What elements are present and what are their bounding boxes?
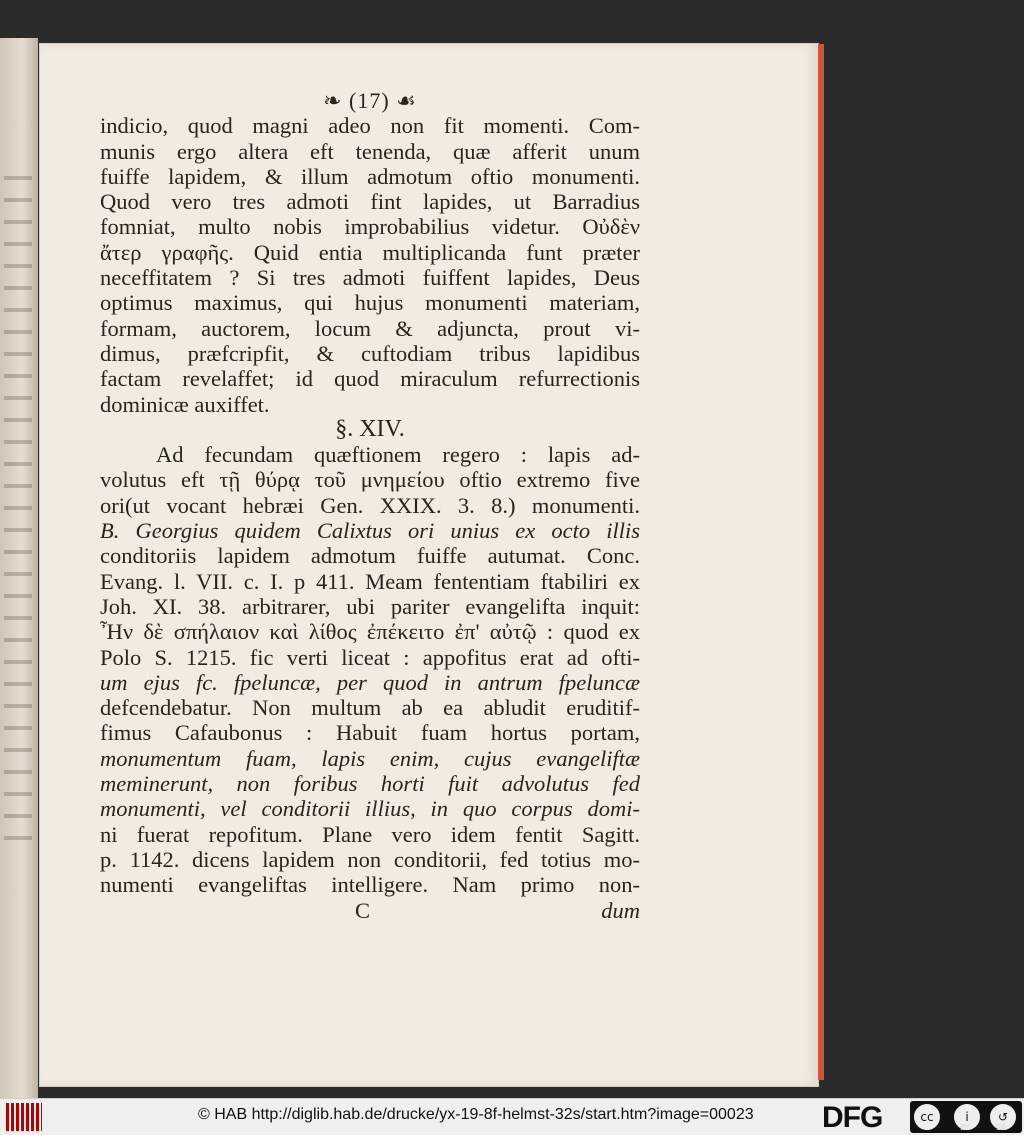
hab-logo-icon [6, 1103, 42, 1131]
text-line-24: fimus Cafaubonus : Habuit fuam hortus portam, [100, 720, 640, 746]
text-line-25: monumentum fuam, lapis enim, cujus evangeliftæ [100, 745, 640, 771]
catchword: dum [601, 897, 640, 923]
text-line-23: defcendebatur. Non multum ab ea abludit eruditif- [100, 695, 640, 721]
facing-page-edge [0, 38, 38, 1098]
text-line-20: Ἦν δὲ σπήλαιον καὶ λίθος ἐπέκειτο ἐπ' αὐτῷ : quod ex [100, 619, 640, 645]
text-line-6: ἄτερ γραφῆς. Quid entia multiplicanda funt præter [100, 239, 640, 265]
text-line-7: neceffitatem ? Si tres admoti fuiffent lapides, Deus [100, 265, 640, 291]
text-line-19: Joh. XI. 38. arbitrarer, ubi pariter evangelifta inquit: [100, 593, 640, 619]
page-number: (17) [349, 88, 390, 113]
viewer-footer [0, 1098, 1024, 1135]
page-number-header: ❧ (17) ☙ [323, 88, 417, 113]
text-line-8: optimus maximus, qui hujus monumenti materiam, [100, 290, 640, 316]
sa-icon: ↺ [990, 1104, 1016, 1130]
text-line-27: monumenti, vel conditorii illius, in quo corpus domi- [100, 796, 640, 822]
text-line-21: Polo S. 1215. fic verti liceat : appofitus erat ad ofti- [100, 644, 640, 670]
text-line-13: Ad fecundam quæftionem regero : lapis ad- [156, 442, 640, 468]
text-line-10: dimus, præfcripfit, & cuftodiam tribus lapidibus [100, 340, 640, 366]
text-line-16: B. Georgius quidem Calixtus ori unius ex octo illis [100, 518, 640, 544]
text-line-4: Quod vero tres admoti fint lapides, ut Barradius [100, 189, 640, 215]
text-line-22: um ejus fc. fpeluncæ, per quod in antrum fpeluncæ [100, 669, 640, 695]
text-line-12: dominicæ auxiffet. [100, 391, 270, 417]
by-icon: i [954, 1104, 980, 1130]
text-line-18: Evang. l. VII. c. I. p 411. Meam fententiam ftabiliri ex [100, 568, 640, 594]
dfg-logo: DFG [822, 1101, 883, 1134]
cc-sa-label: SA [996, 1123, 1007, 1132]
text-line-11: factam revelaffet; id quod miraculum refurrectionis [100, 366, 640, 392]
copyright-url[interactable]: © HAB http://diglib.hab.de/drucke/yx-19-8f-helmst-32s/start.htm?image=00023 [198, 1106, 754, 1123]
signature-mark: C [355, 897, 371, 923]
cc-by-label: BY [960, 1123, 970, 1132]
cc-icon: cc [914, 1104, 940, 1130]
facing-page-text-trace [4, 158, 32, 858]
text-line-2: munis ergo altera eft tenenda, quæ afferit unum [100, 138, 640, 164]
red-page-edge [818, 44, 824, 1080]
text-line-9: formam, auctorem, locum & adjuncta, prout vi- [100, 315, 640, 341]
text-line-1: indicio, quod magni adeo non fit momenti. Com- [100, 113, 640, 139]
text-line-26: meminerunt, non foribus horti fuit advolutus fed [100, 771, 640, 797]
text-line-5: fomniat, multo nobis improbabilius videtur. Οὐδὲν [100, 214, 640, 240]
signature-line [100, 898, 640, 923]
text-line-3: fuiffe lapidem, & illum admotum oftio monumenti. [100, 163, 640, 189]
text-line-30: numenti evangeliftas intelligere. Nam primo non- [100, 872, 640, 898]
cc-license-badge[interactable] [910, 1101, 1022, 1133]
text-line-14: volutus eft τῇ θύρᾳ τοῦ μνημείου oftio extremo five [100, 467, 640, 493]
page-text [100, 88, 640, 923]
text-line-17: conditoriis lapidem admotum fuiffe autumat. Conc. [100, 543, 640, 569]
section-heading: §. XIV. [335, 415, 405, 442]
text-line-29: p. 1142. dicens lapidem non conditorii, fed totius mo- [100, 846, 640, 872]
text-line-15: ori(ut vocant hebræi Gen. XXIX. 3. 8.) monumenti. [100, 492, 640, 518]
text-line-28: ni fuerat repofitum. Plane vero idem fentit Sagitt. [100, 821, 640, 847]
